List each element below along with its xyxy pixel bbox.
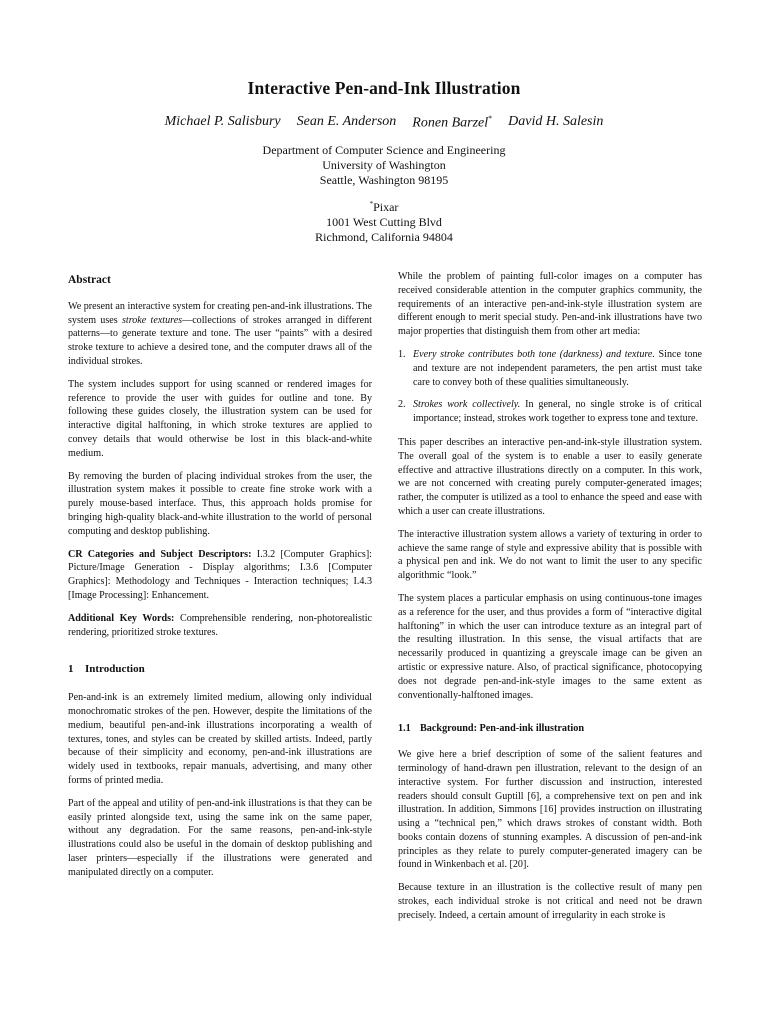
body-paragraph: Because texture in an illustration is the collective result of many pen strokes, each individual stroke is not critical and need not be drawn precisely. Indeed, a certain amount of irregularity in each stroke is: [398, 882, 702, 921]
body-paragraph: This paper describes an interactive pen-and-ink-style illustration system. The overall goal of the system is to enable a user to easily generate effective and attractive illustrations directly on a computer. In this work, we are not concerned with creating purely computer-generated images; rather, the computer is utilized as a tool to enhance the speed and ease with which a user can create illustrations.: [398, 436, 702, 517]
affiliation-line: Richmond, California 94804: [315, 230, 453, 244]
author-list: [0, 114, 768, 132]
body-paragraph: The system places a particular emphasis on using continuous-tone images as a reference for the user, and thus provides a form of “interactive digital halftoning” in which the user can introduce texture as an integral part of the resulting illustration. In this sense, the visual artifacts that are necessarily produced in quantizing a greyscale image can be given an artistic or expressive nature. Also, of practical significance, photocopying does not degrade pen-and-ink-style images to the same extent as conventionally-halftoned images.: [398, 592, 702, 701]
affiliation-line: 1001 West Cutting Blvd: [326, 215, 442, 229]
affiliation-pixar: [0, 197, 768, 245]
affiliation-uw: [0, 143, 768, 188]
right-column: [398, 270, 702, 932]
body-paragraph: While the problem of painting full-color images on a computer has received considerable attention in the computer graphics community, the requirements of an interactive pen-and-ink-style illustration system are different enough to merit special study. Pen-and-ink illustrations have two major properties that distinguish them from other art media:: [398, 271, 702, 338]
affiliation-footnote-mark: *: [369, 200, 374, 208]
author: Michael P. Salisbury: [164, 114, 281, 129]
body-paragraph: Part of the appeal and utility of pen-and-ink illustrations is that they can be easily printed alongside text, using the same ink on the same paper, without any degradation. For the same reasons, pen-and-ink-style illustrations could also be useful in the domain of desktop publishing and laser printers—especially if the illustrations were generated and manipulated directly on a computer.: [68, 797, 372, 878]
abstract-paragraph: By removing the burden of placing individual strokes from the user, the illustration system makes it possible to create fine stroke work with a purely mouse-based interface. Thus, this approach holds promise for bringing high-quality black-and-white illustration to the world of personal computing and desktop publishing.: [68, 470, 372, 537]
left-column: [68, 270, 372, 888]
author: David H. Salesin: [508, 114, 604, 129]
body-paragraph: Pen-and-ink is an extremely limited medium, allowing only individual monochromatic strokes of the pen. However, despite the limitations of the medium, beautiful pen-and-ink illustrations incorporating a wealth of textures, tones, and styles can be created by skilled artists. Indeed, partly because of their simplicity and economy, pen-and-ink illustrations are widely used in textbooks, repair manuals, advertising, and many other forms of printed media.: [68, 692, 372, 786]
affiliation-line: Department of Computer Science and Engineering: [262, 143, 506, 157]
affiliation-line: *Pixar: [369, 200, 399, 214]
list-item: 2. Strokes work collectively. In general, no single stroke is of critical importance; instead, strokes work together to express tone and texture.: [398, 399, 702, 425]
property-list: [398, 348, 702, 426]
author: Ronen Barzel*: [412, 114, 493, 131]
body-paragraph: We give here a brief description of some of the salient features and terminology of hand-drawn pen illustration, relevant to the design of an interactive system. For further discussion and instruction, interested readers should consult Guptill [6], a comprehensive text on pen and ink illustration. In addition, Simmons [16] provides instruction on illustrating using a “technical pen,” which draws strokes of constant width. Both books contain dozens of stunning examples. A discussion of pen-and-ink principles as they relate to purely computer-generated imagery can be found in Winkenbach et al. [20].: [398, 749, 702, 871]
abstract-paragraph: The system includes support for using scanned or rendered images for reference to provide the user with guides for outline and tone. By following these guides closely, the illustration system can be used for interactive digital halftoning, in which stroke textures are applied to convey details that would otherwise be lost in this black-and-white medium.: [68, 378, 372, 459]
body-paragraph: The interactive illustration system allows a variety of texturing in order to achieve the same range of style and expressive ability that is possible with a physical pen and ink. We do not want to limit the user to any specific algorithmic “look.”: [398, 528, 702, 582]
cr-categories: CR Categories and Subject Descriptors: I.3.2 [Computer Graphics]: Picture/Image Generation - Display algorithms; I.3.6 [Computer Graphics]: Methodology and Techniques - Interaction techniques; I.4.3 [Image Processing]: Enhancement.: [68, 548, 372, 601]
paper-title: Interactive Pen-and-Ink Illustration: [247, 78, 521, 98]
affiliation-line: University of Washington: [322, 158, 446, 172]
list-item: 1. Every stroke contributes both tone (darkness) and texture. Since tone and texture are not independent parameters, the pen artist must take care to convey both of these qualities simultaneously.: [398, 348, 702, 388]
abstract-paragraph: We present an interactive system for creating pen-and-ink illustrations. The system uses stroke textures—collections of strokes arranged in different patterns—to generate texture and tone. The user “paints” with a desired stroke texture to achieve a desired tone, and the computer draws all of the individual strokes.: [68, 300, 372, 367]
subsection-heading-background: 1.1 Background: Pen-and-ink illustration: [398, 723, 584, 735]
affiliation-line: Seattle, Washington 98195: [319, 173, 449, 187]
abstract-heading: Abstract: [68, 274, 111, 286]
author-footnote-mark: *: [488, 114, 493, 123]
section-heading-introduction: 1 Introduction: [68, 663, 145, 676]
keywords: Additional Key Words: Comprehensible rendering, non-photorealistic rendering, prioritized stroke textures.: [68, 612, 372, 638]
author: Sean E. Anderson: [296, 114, 397, 129]
